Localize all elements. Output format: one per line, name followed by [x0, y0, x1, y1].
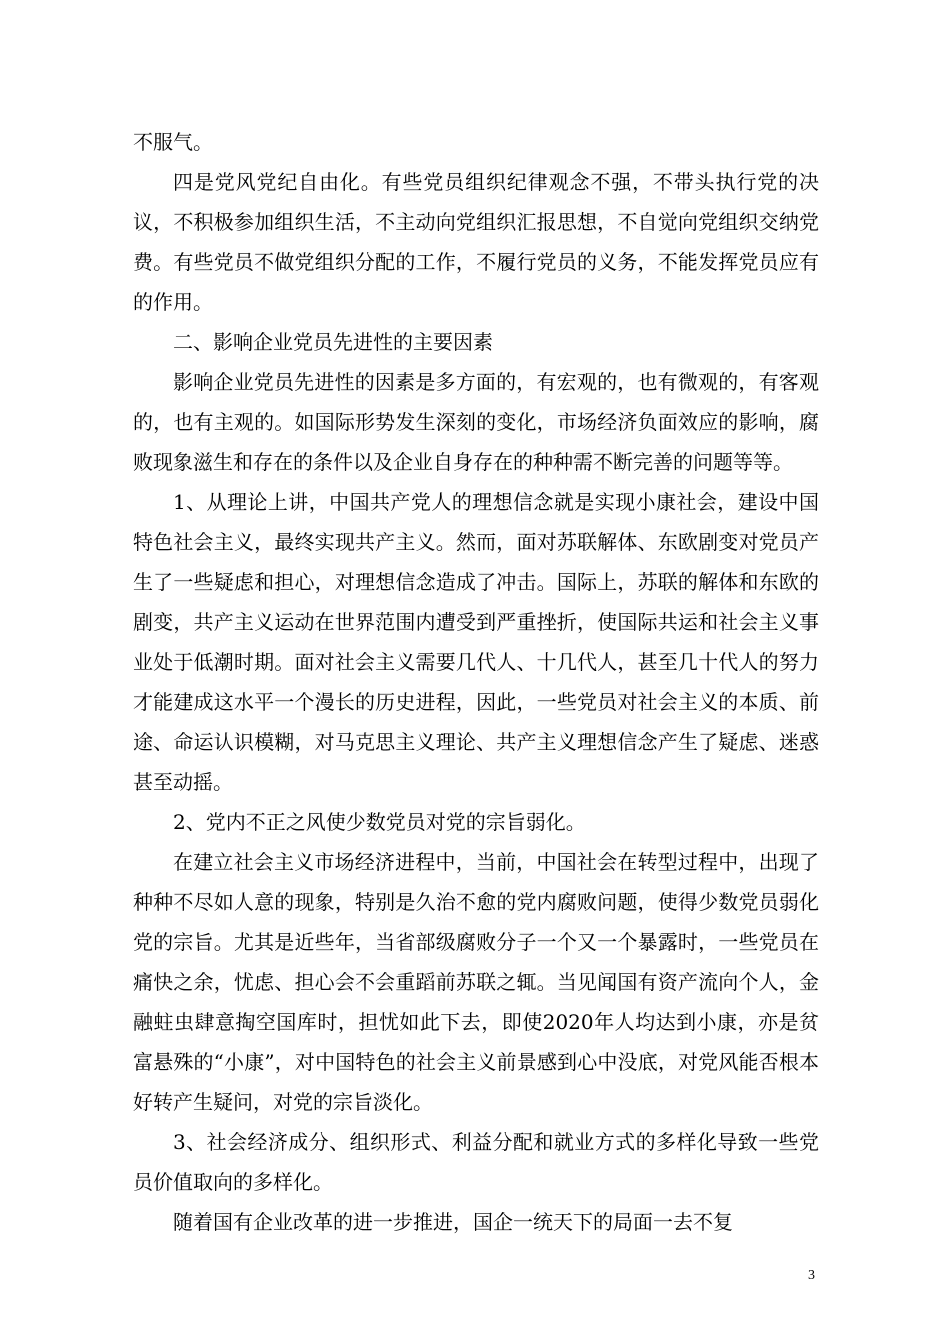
paragraph: 影响企业党员先进性的因素是多方面的，有宏观的，也有微观的，有客观的，也有主观的。如国际形势发生深刻的变化，市场经济负面效应的影响，腐败现象滋生和存在的条件以及企业自身存在的种种需不断完善的问题等等。	[133, 370, 819, 474]
paragraph: 2、党内不正之风使少数党员对党的宗旨弱化。	[173, 810, 586, 834]
document-body	[133, 122, 819, 1242]
paragraph: 3、社会经济成分、组织形式、利益分配和就业方式的多样化导致一些党员价值取向的多样化。	[133, 1130, 819, 1194]
paragraph: 随着国有企业改革的进一步推进，国企一统天下的局面一去不复	[173, 1210, 733, 1234]
paragraph: 四是党风党纪自由化。有些党员组织纪律观念不强，不带头执行党的决议，不积极参加组织生活，不主动向党组织汇报思想，不自觉向党组织交纳党费。有些党员不做党组织分配的工作，不履行党员的义务，不能发挥党员应有的作用。	[133, 170, 819, 314]
section-heading: 二、影响企业党员先进性的主要因素	[173, 330, 493, 354]
page-number: 3	[808, 1268, 815, 1283]
paragraph: 不服气。	[133, 130, 213, 154]
paragraph: 在建立社会主义市场经济进程中，当前，中国社会在转型过程中，出现了种种不尽如人意的现象，特别是久治不愈的党内腐败问题，使得少数党员弱化党的宗旨。尤其是近些年，当省部级腐败分子一个又一个暴露时，一些党员在痛快之余，忧虑、担心会不会重蹈前苏联之辄。当见闻国有资产流向个人，金融蛀虫肆意掏空国库时，担忧如此下去，即使2020年人均达到小康，亦是贫富悬殊的“小康”，对中国特色的社会主义前景感到心中没底，对党风能否根本好转产生疑问，对党的宗旨淡化。	[133, 850, 819, 1114]
paragraph: 1、从理论上讲，中国共产党人的理想信念就是实现小康社会，建设中国特色社会主义，最终实现共产主义。然而，面对苏联解体、东欧剧变对党员产生了一些疑虑和担心，对理想信念造成了冲击。国际上，苏联的解体和东欧的剧变，共产主义运动在世界范围内遭受到严重挫折，使国际共运和社会主义事业处于低潮时期。面对社会主义需要几代人、十几代人，甚至几十代人的努力才能建成这水平一个漫长的历史进程，因此，一些党员对社会主义的本质、前途、命运认识模糊，对马克思主义理论、共产主义理想信念产生了疑虑、迷惑甚至动摇。	[133, 490, 819, 794]
